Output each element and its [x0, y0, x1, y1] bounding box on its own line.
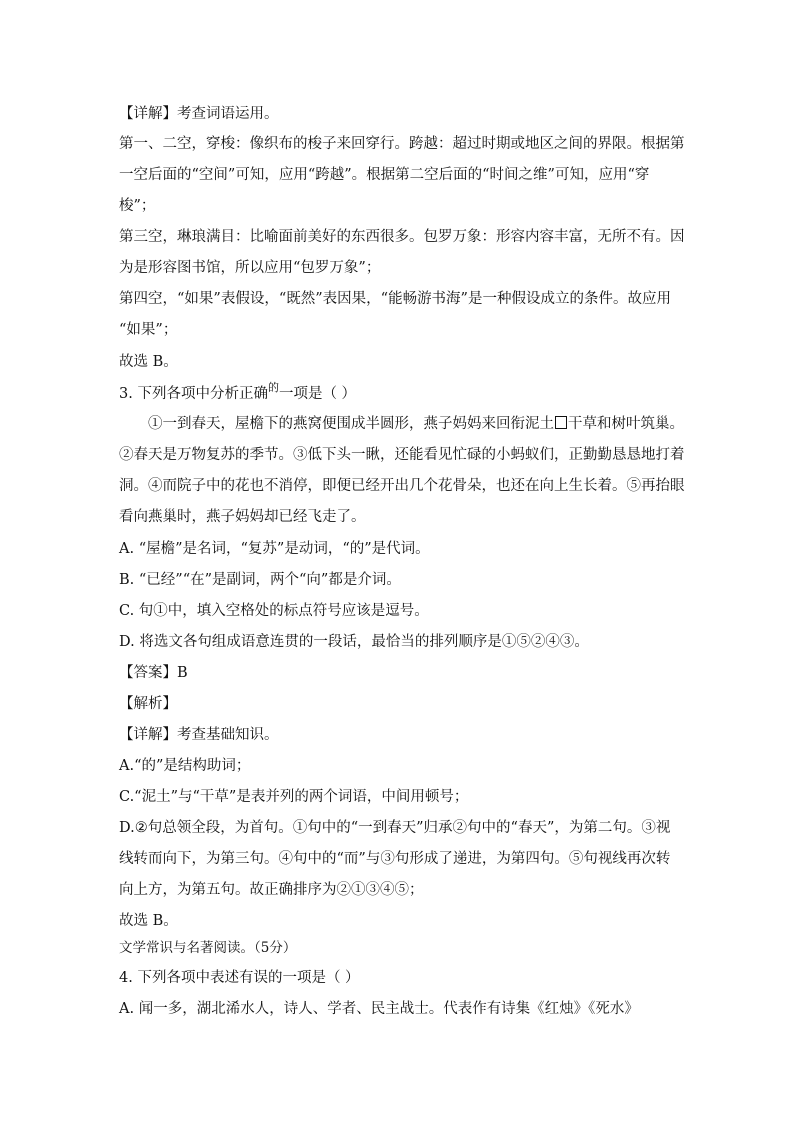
question-3-text: 3. 下列各项中分析正确 [119, 386, 268, 402]
section-heading: 文学常识与名著阅读。（5分） [119, 940, 297, 956]
text-line: D.②句总领全段，为首句。①句中的“一到春天”归承②句中的“春天”，为第二句。③视 [119, 820, 671, 836]
text-line: 梭”； [119, 198, 156, 214]
text-line: C.“泥土”与“干草”是表并列的两个词语，中间用顿号； [119, 789, 469, 805]
text-line: 一空后面的“空间”可知，应用“跨越”。根据第二空后面的“时间之维”可知，应用“穿 [119, 167, 650, 183]
text-line: 第四空，“如果”表假设，“既然”表因果，“能畅游书海”是一种假设成立的条件。故应用 [119, 291, 671, 307]
passage-line: 洞。④而院子中的花也不消停，即便已经开出几个花骨朵，也还在向上生长着。⑤再抬眼 [119, 478, 685, 494]
explanation-heading: 【详解】考查词语运用。 [119, 106, 279, 122]
option-d: D. 将选文各句组成语意连贯的一段话，最恰当的排列顺序是①⑤②④③。 [119, 634, 589, 650]
option-b: B. “已经”“在”是副词，两个“向”都是介词。 [119, 572, 401, 588]
analysis-heading: 【解析】 [119, 696, 177, 712]
text-line: 故选 B。 [119, 913, 178, 929]
text-line: 向上方，为第五句。故正确排序为②①③④⑤； [119, 882, 424, 898]
text-line: 为是形容图书馆，所以应用“包罗万象”； [119, 260, 381, 276]
question-3-stem [119, 381, 357, 405]
passage-text: ①一到春天，屋檐下的燕窝便围成半圆形，燕子妈妈来回衔泥土 [148, 416, 554, 432]
text-line: 故选 B。 [119, 354, 178, 370]
text-line: A.“的”是结构助词； [119, 758, 251, 774]
option-a: A. 闻一多，湖北浠水人，诗人、学者、民主战士。代表作有诗集《红烛》《死水》 [119, 1001, 639, 1017]
answer-line: 【答案】B [119, 665, 188, 681]
text-line: 第三空，琳琅满目：比喻面前美好的东西很多。包罗万象：形容内容丰富，无所不有。因 [119, 229, 685, 245]
text-line: 第一、二空，穿梭：像织布的梭子来回穿行。跨越：超过时期或地区之间的界限。根据第 [119, 136, 685, 152]
option-c: C. 句①中，填入空格处的标点符号应该是逗号。 [119, 603, 429, 619]
question-4-stem: 4. 下列各项中表述有误的一项是（ ） [119, 970, 360, 986]
question-3-text-end: 一项是（ ） [278, 386, 357, 402]
passage-line: ②春天是万物复苏的季节。③低下头一瞅，还能看见忙碌的小蚂蚁们，正勤勤恳恳地打着 [119, 447, 685, 463]
explanation-heading: 【详解】考查基础知识。 [119, 727, 279, 743]
text-line: “如果”； [119, 322, 178, 338]
passage-line: 看向燕巢时，燕子妈妈却已经飞走了。 [119, 509, 366, 525]
text-line: 线转而向下，为第三句。④句中的“而”与③句形成了递进，为第四句。⑤句视线再次转 [119, 851, 671, 867]
superscript-char: 的 [267, 381, 279, 394]
passage-text-end: 干草和树叶筑巢。 [568, 416, 684, 432]
blank-box [555, 416, 567, 429]
passage-line [148, 414, 684, 434]
option-a: A. “屋檐”是名词，“复苏”是动词，“的”是代词。 [119, 541, 430, 557]
